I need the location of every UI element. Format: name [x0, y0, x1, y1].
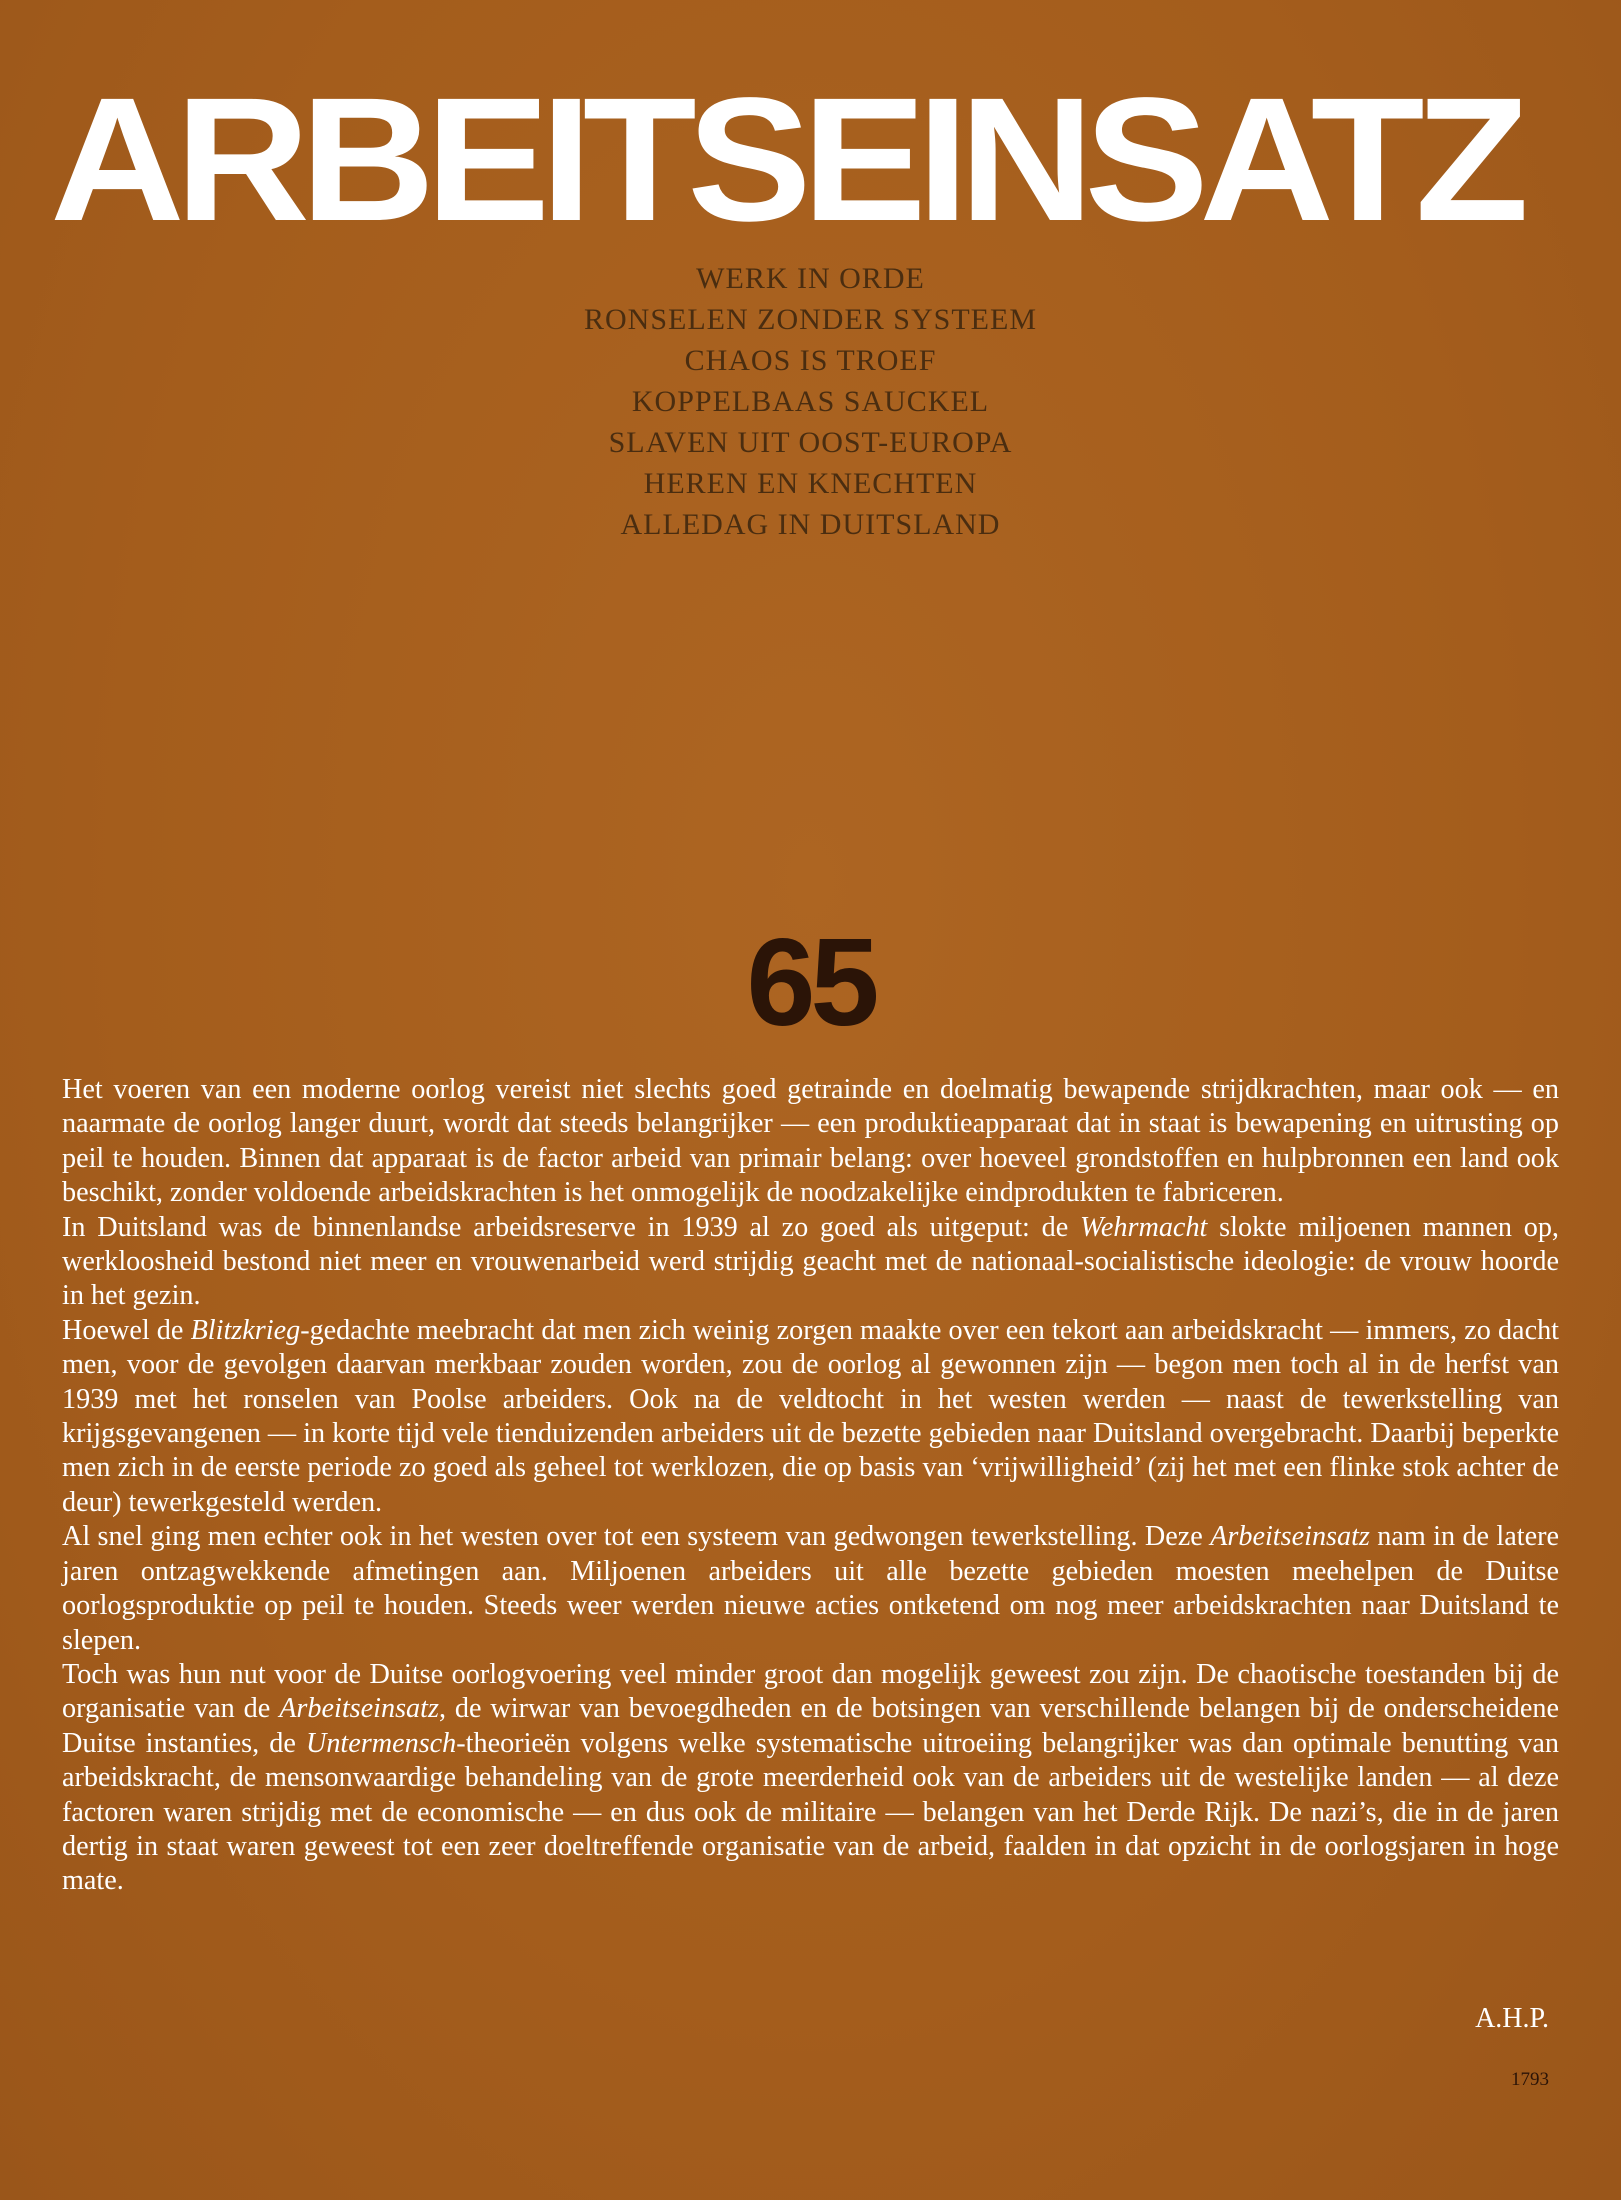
italic-term: Wehrmacht [1080, 1211, 1208, 1243]
issue-number: 65 [746, 914, 875, 1052]
text-run: , de wirwar van bevoegdheden en de botsingen van verschillende belangen bij de onderscheidene Duitse instanties, de [62, 1693, 1559, 1759]
text-run: Toch was hun nut voor de Duitse oorlogvoering veel minder groot dan mogelijk geweest zou zijn. De chaotische toestanden bij de organisatie van de [62, 1658, 1559, 1725]
headline-item: SLAVEN UIT OOST-EUROPA [608, 426, 1013, 459]
article-paragraph-1: Het voeren van een moderne oorlog vereist niet slechts goed getrainde en doelmatig bewapende strijdkrachten, maar ook — en naarmate de oorlog langer duurt, wordt dat steeds belangrijker — een produktieapparaat dat in staat is bewapening en uitrusting op peil te houden. Binnen dat apparaat is de factor arbeid van primair belang: over hoeveel grondstoffen en hulpbronnen een land ook beschikt, zonder voldoende arbeidskrachten is het onmogelijk de noodzakelijke eindprodukten te fabriceren. [62, 1074, 1559, 1209]
headline-item: CHAOS IS TROEF [684, 344, 937, 377]
article-paragraph-3 [62, 1314, 1559, 1520]
intro-article [62, 1073, 1559, 1899]
text-run: -theorieën volgens welke systematische uitroeiing belangrijker was dan optimale benutting van arbeidskracht, de mensonwaardige behandeling van de grote meerderheid ook van de arbeiders uit de westelijke landen — al deze factoren waren strijdig met de economische — en dus ook de militaire — belangen van het Derde Rijk. De nazi’s, die in de jaren dertig in staat waren geweest tot een zeer doeltreffende organisatie van de arbeid, faalden in dat opzicht in de oorlogsjaren in hoge mate. [62, 1727, 1559, 1897]
text-run: slokte miljoenen mannen op, werkloosheid bestond niet meer en vrouwenarbeid werd strijdig geacht met de nationaal-socialistische ideologie: de vrouw hoorde in het gezin. [62, 1211, 1559, 1312]
text-run: Hoewel de [62, 1314, 191, 1346]
headline-item: RONSELEN ZONDER SYSTEEM [583, 303, 1037, 336]
text-run: nam in de latere jaren ontzagwekkende afmetingen aan. Miljoenen arbeiders uit alle bezette gebieden moesten meehelpen de Duitse oorlogsproduktie op peil te houden. Steeds weer werden nieuwe acties ontketend om nog meer arbeidskrachten naar Duitsland te slepen. [62, 1521, 1559, 1656]
headline-item: WERK IN ORDE [696, 262, 925, 295]
text-run: In Duitsland was de binnenlandse arbeidsreserve in 1939 al zo goed als uitgeput: de [62, 1211, 1081, 1243]
text-run: Al snel ging men echter ook in het westen over tot een systeem van gedwongen tewerkstelling. Deze [62, 1521, 1211, 1553]
author-initials: A.H.P. [1475, 2003, 1549, 2034]
italic-term: Untermensch [305, 1727, 457, 1759]
article-paragraph-5 [62, 1658, 1559, 1899]
headline-list [0, 258, 1621, 545]
article-paragraph-4 [62, 1520, 1559, 1658]
text-run: -gedachte meebracht dat men zich weinig zorgen maakte over een tekort aan arbeidskracht — immers, zo dacht men, voor de gevolgen daarvan merkbaar zouden worden, zou de oorlog al gewonnen zijn — begon men toch al in de herfst van 1939 met het ronselen van Poolse arbeiders. Ook na de veldtocht in het westen werden — naast de tewerkstelling van krijgsgevangenen — in korte tijd vele tienduizenden arbeiders uit de bezette gebieden naar Duitsland overgebracht. Daarbij beperkte men zich in de eerste periode zo goed als geheel tot werklozen, die op basis van ‘vrijwilligheid’ (zij het met een flinke stok achter de deur) tewerkgesteld werden. [62, 1314, 1560, 1518]
italic-term: Blitzkrieg [190, 1314, 301, 1346]
headline-item: ALLEDAG IN DUITSLAND [620, 508, 1001, 541]
article-paragraph-2 [62, 1211, 1559, 1314]
italic-term: Arbeitseinsatz [279, 1693, 439, 1725]
headline-item: KOPPELBAAS SAUCKEL [631, 385, 990, 418]
page-number: 1793 [1511, 2069, 1549, 2090]
headline-item: HEREN EN KNECHTEN [643, 467, 978, 500]
italic-term: Arbeitseinsatz [1210, 1521, 1370, 1553]
cover-title: ARBEITSEINSATZ [50, 62, 1520, 258]
